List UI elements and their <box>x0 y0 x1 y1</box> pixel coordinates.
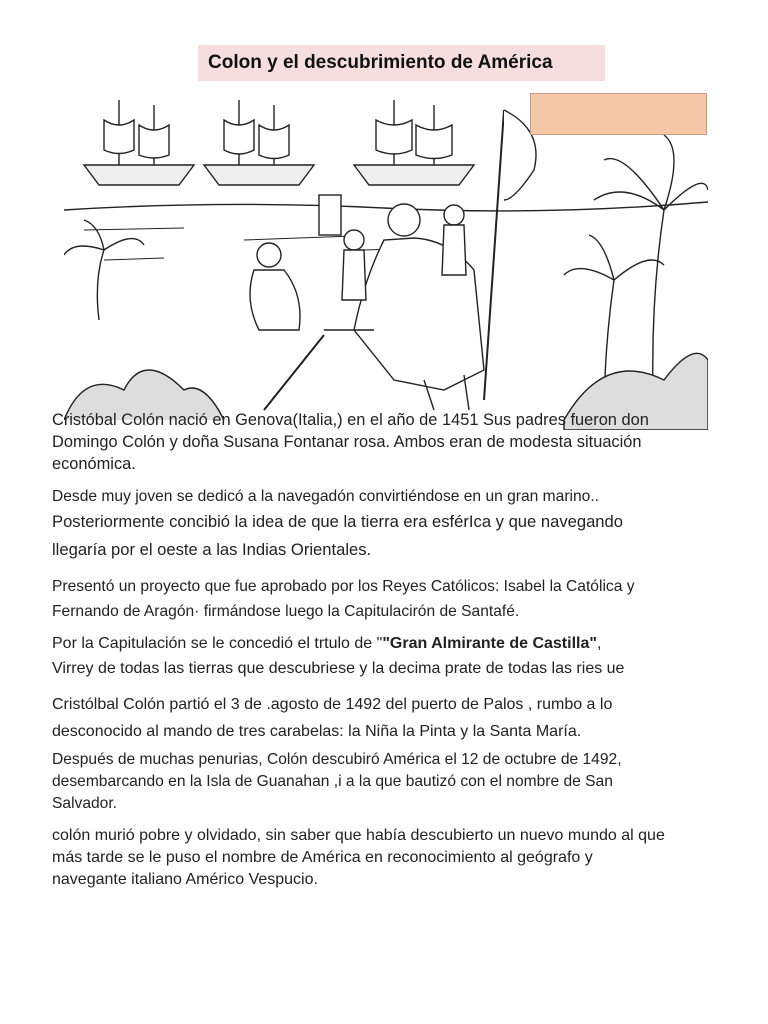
peach-highlight-box <box>530 93 707 135</box>
paragraph-line: navegante italiano Américo Vespucio. <box>52 871 318 888</box>
paragraph-7 <box>52 825 746 891</box>
paragraph-line: Desde muy joven se dedicó a la navegadón convirtiéndose en un gran marino.. <box>52 488 599 505</box>
paragraph-line: Fernando de Aragón· firmándose luego la Capitulacirón de Santafé. <box>52 603 520 620</box>
ship-left <box>84 100 194 185</box>
text-segment: , <box>596 635 602 652</box>
paragraph-2 <box>52 486 746 564</box>
paragraph-line: colón murió pobre y olvidado, sin saber que había descubierto un nuevo mundo al que <box>52 827 665 844</box>
paragraph-5 <box>52 691 746 745</box>
ship-right <box>354 100 474 185</box>
paragraph-line: Virrey de todas las tierras que descubriese y la decima prate de todas las ries ue <box>52 660 625 677</box>
flag <box>484 110 536 400</box>
paragraph-line <box>52 631 746 656</box>
paragraph-line: Posteriormente concibió la idea de que la tierra era esférIca y que navegando <box>52 512 623 531</box>
palm-tree-left <box>64 220 144 320</box>
paragraph-6 <box>52 749 746 815</box>
paragraph-line: Presentó un proyecto que fue aprobado por los Reyes Católicos: Isabel la Católica y <box>52 578 635 595</box>
paragraph-line: desconocido al mando de tres carabelas: la Niña la Pinta y la Santa María. <box>52 723 582 740</box>
paragraph-4 <box>52 631 746 681</box>
paragraph-line: Después de muchas penurias, Colón descubiró América el 12 de octubre de 1492, <box>52 751 622 768</box>
paragraph-line: llegaría por el oeste a las Indias Orientales. <box>52 540 372 559</box>
paragraph-line: desembarcando en la Isla de Guanahan ,i a la que bautizó con el nombre de San <box>52 773 613 790</box>
paragraph-3 <box>52 574 746 624</box>
title-box <box>198 45 605 81</box>
title-gran-almirante: "Gran Almirante de Castilla" <box>382 635 597 652</box>
kneeling-sailor-figure <box>250 243 300 330</box>
paragraph-line: Salvador. <box>52 795 118 812</box>
paragraph-line: Cristóbal Colón nació en Genova(Italia,) en el año de 1451 Sus padres fueron don <box>52 411 649 429</box>
paragraph-line: más tarde se le puso el nombre de América en reconocimiento al geógrafo y <box>52 849 593 866</box>
page-title: Colon y el descubrimiento de América <box>208 52 553 73</box>
columbus-landing-illustration <box>64 90 708 430</box>
paragraph-line: económica. <box>52 455 136 473</box>
text-segment: Por la Capitulación se le concedió el trtulo de " <box>52 635 383 652</box>
paragraph-1 <box>52 409 746 475</box>
ship-center <box>204 100 314 185</box>
paragraph-line: Cristólbal Colón partió el 3 de .agosto de 1492 del puerto de Palos , rumbo a lo <box>52 696 613 713</box>
paragraph-line: Domingo Colón y doña Susana Fontanar rosa. Ambos eran de modesta situación <box>52 433 642 451</box>
